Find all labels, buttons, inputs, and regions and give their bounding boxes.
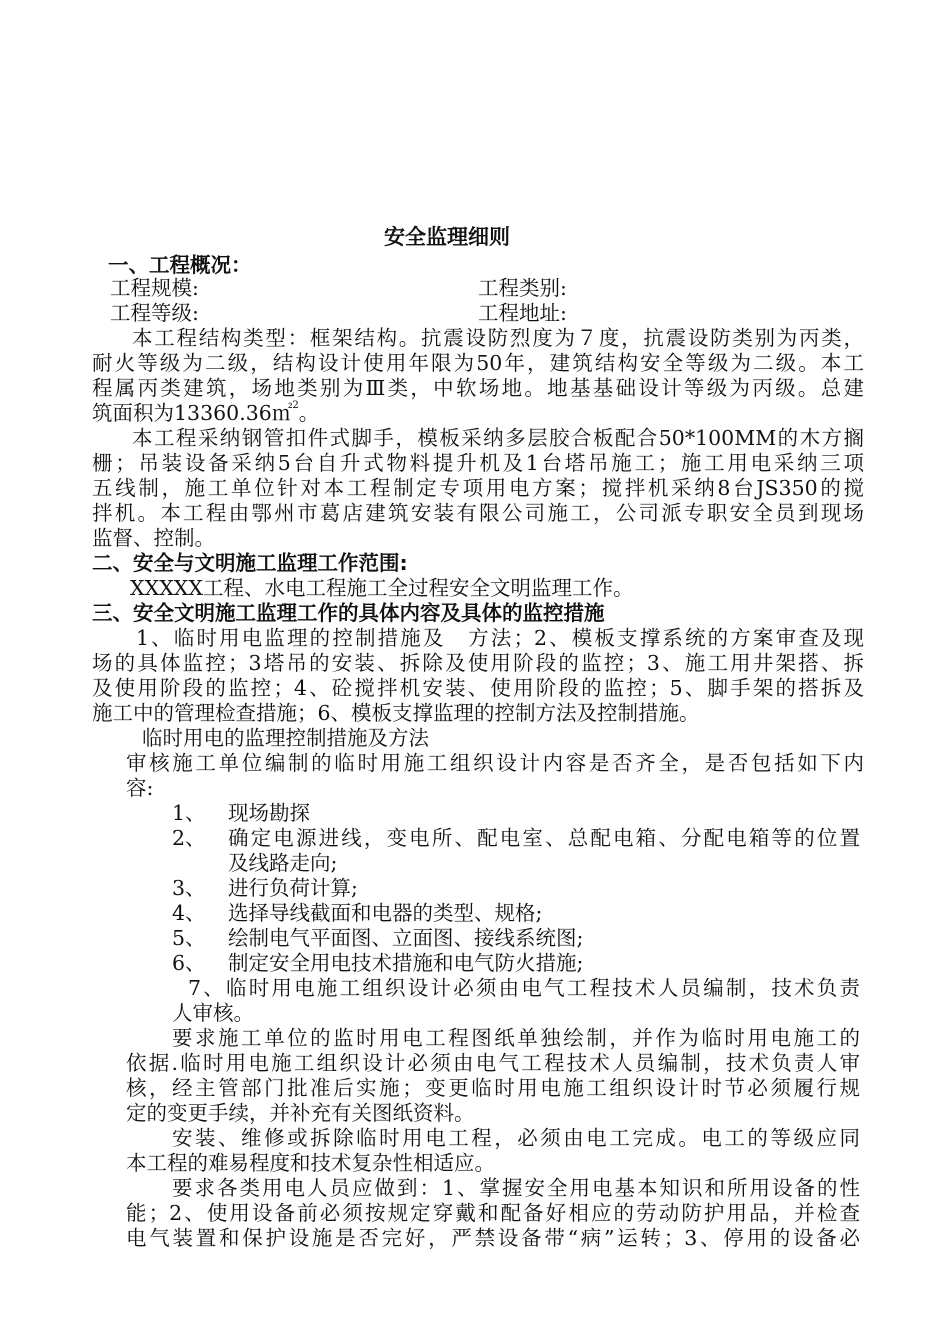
paragraph-line: 及使用阶段的监控；4、砼搅拌机安装、使用阶段的监控；5、脚手架的搭拆及 (92, 676, 864, 700)
document-title: 安全监理细则 (384, 225, 510, 249)
area-text: 筑面积为13360.36㎡ (92, 401, 293, 425)
paragraph-line-last: 容: (126, 776, 154, 800)
list-item-number: 4、 (172, 901, 206, 925)
list-item-number: 3、 (172, 876, 206, 900)
paragraph-line: 电气装置和保护设施是否完好，严禁设备带“病”运转；3、停用的设备必 (126, 1226, 860, 1250)
list-item-text-continued: 及线路走向; (228, 851, 338, 875)
paragraph-line: 要求施工单位的监时用电工程图纸单独绘制，并作为临时用电施工的 (172, 1026, 860, 1050)
list-item-number: 2、 (172, 826, 206, 850)
section-2-body: XXXXX工程、水电工程施工全过程安全文明监理工作。 (130, 576, 634, 600)
sub-heading: 临时用电的监理控制措施及方法 (142, 726, 429, 750)
paragraph-line-last: 施工中的管理检查措施；6、模板支撑监理的控制方法及控制措施。 (92, 701, 700, 725)
paragraph-line-last (92, 400, 319, 426)
list-item-number: 5、 (172, 926, 206, 950)
list-item-text: 绘制电气平面图、立面图、接线系统图; (228, 926, 584, 950)
paragraph-line: 依据.临时用电施工组织设计必须由电气工程技术人员编制，技术负责人审 (126, 1051, 860, 1075)
section-3-heading: 三、安全文明施工监理工作的具体内容及具体的监控措施 (92, 601, 605, 625)
project-address-label: 工程地址: (478, 301, 567, 325)
paragraph-line: 核，经主管部门批准后实施；变更临时用电施工组织设计时节必须履行规 (126, 1076, 860, 1100)
paragraph-line-last: 监督、控制。 (92, 526, 215, 550)
paragraph-line: 审核施工单位编制的临时用施工组织设计内容是否齐全，是否包括如下内 (126, 751, 864, 775)
paragraph-line: 1、临时用电监理的控制措施及 方法；2、模板支撑系统的方案审查及现 (136, 626, 864, 650)
paragraph-line: 五线制，施工单位针对本工程制定专项用电方案；搅拌机采纳8台JS350的搅 (92, 476, 864, 500)
paragraph-line-last: 本工程的难易程度和技术复杂性相适应。 (126, 1151, 495, 1175)
project-scale-label: 工程规模: (110, 276, 199, 300)
list-item-text: 确定电源进线，变电所、配电室、总配电箱、分配电箱等的位置 (228, 826, 860, 850)
list-item-number: 1、 (172, 801, 206, 825)
list-item-text: 选择导线截面和电器的类型、规格; (228, 901, 543, 925)
project-category-label: 工程类别: (478, 276, 567, 300)
area-period: 。 (298, 401, 320, 425)
paragraph-line: 本工程采纳钢管扣件式脚手，模板采纳多层胶合板配合50*100MM的木方搁 (132, 426, 864, 450)
paragraph-line: 拌机。本工程由鄂州市葛店建筑安装有限公司施工，公司派专职安全员到现场 (92, 501, 864, 525)
paragraph-line: 程属丙类建筑，场地类别为Ⅲ类，中软场地。地基基础设计等级为丙级。总建 (92, 376, 864, 400)
paragraph-line: 安装、维修或拆除临时用电工程，必须由电工完成。电工的等级应同 (172, 1126, 860, 1150)
paragraph-line: 栅；吊装设备采纳5台自升式物料提升机及1台塔吊施工；施工用电采纳三项 (92, 451, 864, 475)
list-item-7-continued: 人审核。 (172, 1001, 254, 1025)
list-item-text: 制定安全用电技术措施和电气防火措施; (228, 951, 584, 975)
paragraph-line-last: 定的变更手续，并补充有关图纸资料。 (126, 1101, 475, 1125)
list-item-text: 现场勘探 (228, 801, 310, 825)
paragraph-line: 耐火等级为二级，结构设计使用年限为50年，建筑结构安全等级为二级。本工 (92, 351, 864, 375)
area-superscript: 2 (292, 400, 299, 411)
list-item-number: 6、 (172, 951, 206, 975)
project-grade-label: 工程等级: (110, 301, 199, 325)
paragraph-line: 场的具体监控；3塔吊的安装、拆除及使用阶段的监控；3、施工用井架搭、拆 (92, 651, 864, 675)
list-item-text: 进行负荷计算; (228, 876, 358, 900)
section-2-heading: 二、安全与文明施工监理工作范围: (92, 551, 408, 575)
section-1-heading: 一、工程概况： (108, 253, 252, 277)
paragraph-line: 能；2、使用设备前必须按规定穿戴和配备好相应的劳动防护用品，并检查 (126, 1201, 860, 1225)
paragraph-line: 要求各类用电人员应做到：1、掌握安全用电基本知识和所用设备的性 (172, 1176, 860, 1200)
list-item-7: 7、临时用电施工组织设计必须由电气工程技术人员编制，技术负责 (188, 976, 860, 1000)
paragraph-line: 本工程结构类型：框架结构。抗震设防烈度为７度，抗震设防类别为丙类， (132, 326, 864, 350)
